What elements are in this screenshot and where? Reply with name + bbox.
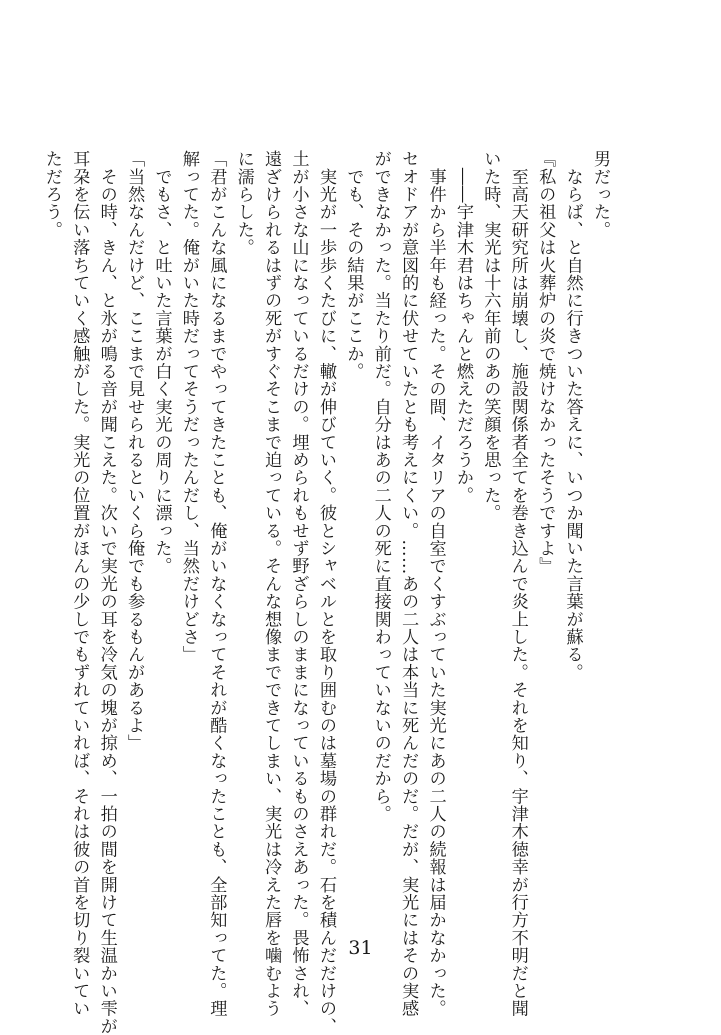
text-line: ただろう。: [41, 150, 62, 239]
text-line: その時、きん、と氷が鳴る音が聞こえた。次いで実光の耳を冷気の塊が掠め、一拍の間を開けて生温かい雫が: [96, 150, 117, 1035]
text-line: ――宇津木君はちゃんと燃えただろうか。: [452, 150, 473, 504]
text-line: 事件から半年も経った。その間、イタリアの自室でくすぶっていた実光にあの二人の続報は届かなかった。: [425, 150, 446, 1018]
text-line: 男だった。: [590, 150, 610, 239]
text-line: 遠ざけられるはずの死がすぐそこまで迫っている。そんな想像までできてしまい、実光は冷えた唇を噛むよう: [261, 150, 282, 1018]
text-line: 実光が一歩歩くたびに、轍が伸びていく。彼とシャベルとを取り囲むのは墓場の群れだ。石を積んだだけの、: [315, 150, 336, 1035]
text-line: でも、その結果がここか。: [343, 150, 364, 381]
text-line: 「当然なんだけど、ここまで見せられるといくら俺でも参るもんがあるよ」: [124, 150, 145, 752]
text-line: ができなかった。当たり前だ。自分はあの二人の死に直接関わっていないのだから。: [370, 150, 391, 823]
text-line: セオドアが意図的に伏せていたとも考えにくい。……あの二人は本当に死んだのだ。だが、実光にはその実感: [398, 150, 419, 1018]
text-line: いた時、実光は十六年前のあの笑顔を思った。: [480, 150, 501, 522]
text-line: 耳朶を伝い落ちていく感触がした。実光の位置がほんの少しでもずれていれば、それは彼の首を切り裂いてい: [69, 150, 90, 1018]
text-line: ならば、と自然に行きついた答えに、いつか聞いた言葉が蘇る。: [562, 150, 583, 681]
page-number: 31: [348, 937, 373, 959]
text-line: に濡らした。: [233, 150, 254, 257]
text-line: 解ってた。俺がいた時だってそうだったんだし、当然だけどさ」: [178, 150, 199, 664]
text-line: 「君がこんな風になるまでやってきたことも、俺がいなくなってそれが酷くなったことも、全部知ってた。理: [206, 150, 227, 1018]
text-line: でもさ、と吐いた言葉が白く実光の周りに漂った。: [151, 150, 172, 575]
text-line: 『私の祖父は火葬炉の炎で焼けなかったそうですよ』: [535, 150, 556, 575]
text-line: 土が小さな山になっているだけの。埋められもせず野ざらしのままになっているものさえあった。畏怖され、: [288, 150, 309, 1018]
text-line: 至高天研究所は崩壊し、施設関係者全てを巻き込んで炎上した。それを知り、宇津木徳幸が行方不明だと聞: [507, 150, 528, 1018]
